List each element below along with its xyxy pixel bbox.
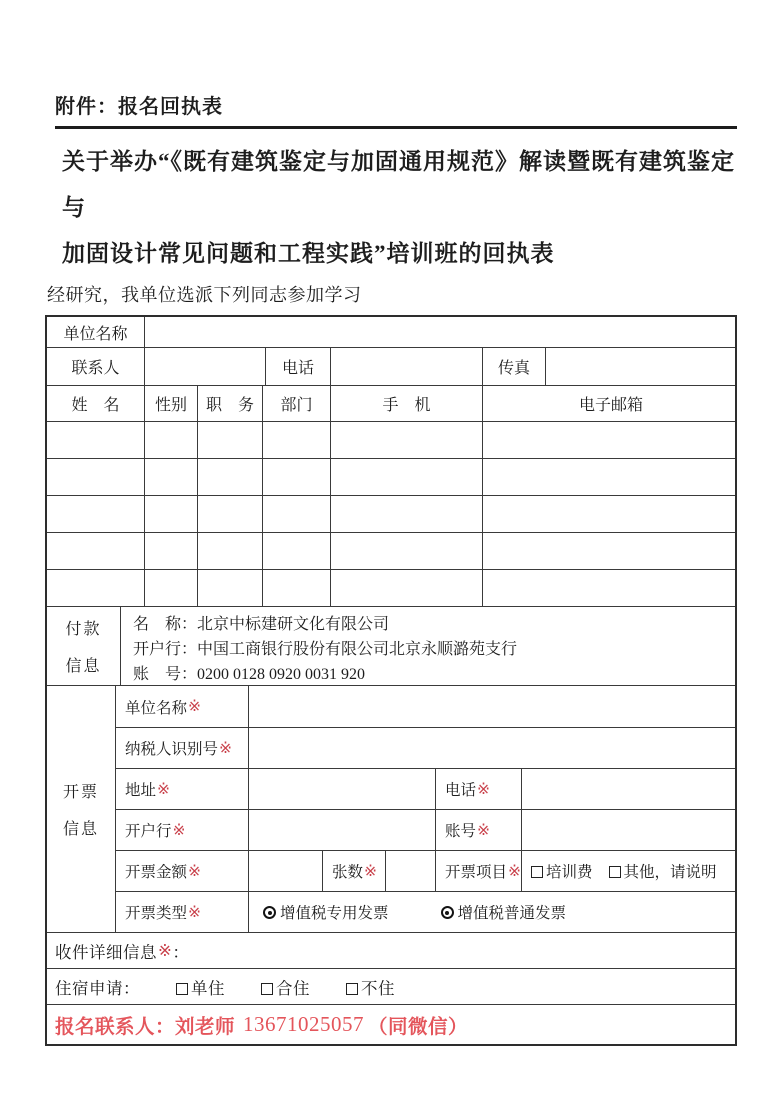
- signup-contact-phone: 13671025057: [243, 1012, 365, 1036]
- attendee-empty-row: [47, 421, 735, 458]
- invoice-rows: [115, 686, 735, 932]
- required-mark: ※: [477, 780, 491, 798]
- checkbox-icon: [261, 983, 273, 995]
- project-option-training: 培训费: [531, 860, 593, 882]
- document-title-line1: 关于举办“《既有建筑鉴定与加固通用规范》解读暨既有建筑鉴定与: [62, 149, 735, 220]
- invoice-unit-name-value-cell: [248, 686, 735, 727]
- attendee-empty-cell: [47, 533, 144, 569]
- attendee-empty-cell: [197, 496, 262, 532]
- recipient-details-row: [47, 932, 735, 968]
- invoice-address-value-cell: [248, 769, 435, 809]
- radio-icon: [441, 906, 454, 919]
- attendee-empty-cell: [482, 459, 739, 495]
- attendee-empty-cell: [482, 422, 739, 458]
- invoice-tax-id-value-cell: [248, 728, 735, 768]
- invoice-project-label: 开票项目 ※: [435, 851, 521, 891]
- lodging-cell: [47, 969, 735, 1004]
- invoice-type-row: [116, 891, 735, 932]
- lodging-row: [47, 968, 735, 1004]
- attendee-empty-cell: [197, 459, 262, 495]
- unit-name-value-cell: [144, 317, 735, 347]
- fax-label: 传真: [482, 348, 545, 385]
- fax-value-cell: [545, 348, 739, 385]
- payment-section-label: [47, 607, 120, 685]
- col-header-email: 电子邮箱: [482, 386, 739, 421]
- attendee-empty-cell: [197, 422, 262, 458]
- type-option-general-vat: 增值税普通发票: [441, 901, 567, 923]
- attendee-empty-cell: [330, 496, 482, 532]
- document-title: [62, 139, 742, 277]
- payment-label-line2: 信息: [65, 658, 102, 675]
- invoice-type-options-cell: [248, 892, 735, 932]
- attendee-empty-cell: [330, 533, 482, 569]
- attendee-empty-cell: [262, 570, 330, 606]
- required-mark: ※: [188, 862, 202, 880]
- invoice-phone-label: 电话 ※: [435, 769, 521, 809]
- attendee-empty-cell: [330, 570, 482, 606]
- signup-contact-cell: [47, 1005, 735, 1044]
- invoice-count-label: 张数 ※: [322, 851, 385, 891]
- checkbox-icon: [346, 983, 358, 995]
- attendee-empty-cell: [47, 459, 144, 495]
- invoice-label-line1: 开票: [62, 784, 99, 801]
- registration-form-table: [45, 315, 737, 1046]
- attendee-empty-cell: [47, 422, 144, 458]
- project-option-other: 其他，请说明: [609, 860, 717, 882]
- invoice-unit-name-row: [116, 686, 735, 727]
- invoice-type-label: 开票类型 ※: [125, 903, 202, 922]
- unit-name-row: [47, 317, 735, 347]
- invoice-bank-row: [116, 809, 735, 850]
- invoice-amount-row: [116, 850, 735, 891]
- attachment-title-underline: [55, 90, 737, 129]
- invoice-account-value-cell: [521, 810, 735, 850]
- invoice-bank-value-cell: [248, 810, 435, 850]
- signup-contact-name: 报名联系人：刘老师: [55, 1015, 236, 1038]
- attendee-empty-cell: [144, 570, 197, 606]
- checkbox-icon: [609, 866, 621, 878]
- contact-label: 联系人: [71, 360, 120, 377]
- phone-value-cell: [330, 348, 482, 385]
- document-title-line2: 加固设计常见问题和工程实践”培训班的回执表: [62, 241, 555, 266]
- required-mark: ※: [157, 780, 171, 798]
- required-mark: ※: [219, 739, 233, 757]
- attendee-empty-row: [47, 569, 735, 606]
- attendee-empty-cell: [482, 570, 739, 606]
- attendee-empty-row: [47, 495, 735, 532]
- signup-contact-row: [47, 1004, 735, 1044]
- attendee-empty-cell: [262, 459, 330, 495]
- attendee-empty-cell: [144, 459, 197, 495]
- col-header-gender: 性别: [144, 386, 197, 421]
- type-option-special-vat: 增值税专用发票: [263, 901, 389, 923]
- payment-bank-line: 开户行：中国工商银行股份有限公司北京永顺潞苑支行: [133, 641, 518, 658]
- attendee-empty-cell: [262, 422, 330, 458]
- attendee-empty-cell: [47, 570, 144, 606]
- col-header-mobile: 手 机: [330, 386, 482, 421]
- invoice-info-section: [47, 685, 735, 932]
- attendee-empty-row: [47, 532, 735, 569]
- phone-label: 电话: [265, 348, 330, 385]
- checkbox-icon: [531, 866, 543, 878]
- invoice-project-options-cell: [521, 851, 735, 891]
- payment-label-line1: 付款: [65, 621, 102, 638]
- col-header-position: 职 务: [197, 386, 262, 421]
- invoice-address-row: [116, 768, 735, 809]
- lodging-label: 住宿申请：: [55, 978, 140, 998]
- attendee-empty-cell: [482, 533, 739, 569]
- required-mark: ※: [364, 862, 378, 880]
- attendee-empty-cell: [197, 533, 262, 569]
- invoice-address-label: 地址 ※: [125, 780, 171, 799]
- payment-details: [120, 607, 735, 685]
- recipient-details-label: 收件详细信息 ※ ：: [55, 940, 190, 962]
- required-mark: ※: [158, 940, 173, 960]
- attendee-header-row: [47, 385, 735, 421]
- invoice-bank-label: 开户行 ※: [125, 821, 186, 840]
- signup-contact-wechat-note: （同微信）: [368, 1015, 469, 1038]
- contact-row: [47, 347, 735, 385]
- required-mark: ※: [172, 821, 186, 839]
- required-mark: ※: [508, 862, 521, 880]
- attendee-empty-cell: [330, 422, 482, 458]
- col-header-department: 部门: [262, 386, 330, 421]
- radio-icon: [263, 906, 276, 919]
- invoice-amount-label: 开票金额 ※: [125, 862, 202, 881]
- checkbox-icon: [176, 983, 188, 995]
- payment-info-section: [47, 606, 735, 685]
- attendee-empty-cell: [144, 496, 197, 532]
- payment-account-line: 账 号：0200 0128 0920 0031 920: [133, 666, 366, 683]
- attendee-empty-cell: [144, 533, 197, 569]
- invoice-account-label: 账号 ※: [435, 810, 521, 850]
- lodging-option-shared: 合住: [261, 975, 310, 999]
- contact-value-cell: [144, 348, 265, 385]
- col-header-name: 姓 名: [71, 397, 120, 414]
- lodging-option-none: 不住: [346, 975, 395, 999]
- invoice-tax-id-label: 纳税人识别号 ※: [125, 739, 233, 758]
- attendee-empty-cell: [144, 422, 197, 458]
- attendee-empty-cell: [262, 496, 330, 532]
- attendee-empty-cell: [482, 496, 739, 532]
- required-mark: ※: [188, 698, 202, 715]
- invoice-section-label: [47, 686, 115, 932]
- invoice-phone-value-cell: [521, 769, 735, 809]
- attendee-empty-cell: [47, 496, 144, 532]
- invoice-label-line2: 信息: [62, 821, 99, 838]
- attendee-empty-cell: [262, 533, 330, 569]
- required-mark: ※: [477, 821, 491, 839]
- attachment-title: 附件：报名回执表: [55, 96, 223, 118]
- invoice-tax-id-row: [116, 727, 735, 768]
- intro-text: 经研究，我单位选派下列同志参加学习: [47, 285, 362, 305]
- invoice-count-value-cell: [385, 851, 435, 891]
- lodging-option-single: 单住: [176, 975, 225, 999]
- attendee-empty-row: [47, 458, 735, 495]
- invoice-unit-name-label: 单位名称 ※: [125, 698, 202, 717]
- invoice-amount-value-cell: [248, 851, 322, 891]
- attendee-empty-cell: [330, 459, 482, 495]
- required-mark: ※: [188, 903, 202, 921]
- unit-name-label: 单位名称: [63, 325, 128, 343]
- payment-name-line: 名 称：北京中标建研文化有限公司: [133, 616, 390, 633]
- attendee-empty-cell: [197, 570, 262, 606]
